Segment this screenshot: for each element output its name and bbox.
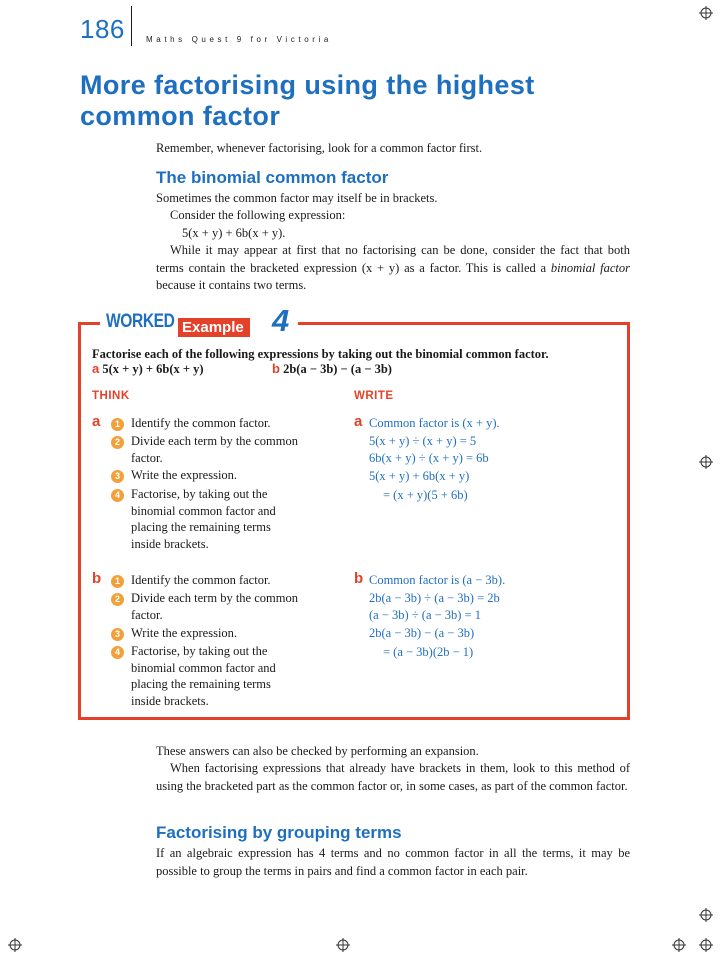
binomial-expression: 5(x + y) + 6b(x + y). (182, 226, 286, 240)
think-b-step-1: Identify the common factor. (131, 573, 271, 587)
binomial-para-3-a: While it may appear at first that no factorising can be done, consider the fact that both terms contain the bracketed expression (x + y) as a factor. This is called a (156, 243, 630, 275)
binomial-factor-term: binomial factor (550, 260, 630, 275)
write-a-label: a (354, 413, 363, 430)
grouping-heading: Factorising by grouping terms (156, 823, 402, 842)
crop-mark-icon (699, 455, 713, 469)
step-badge-b2: 2 (111, 593, 124, 606)
example-question: Factorise each of the following expressions by taking out the binomial common factor. (92, 347, 549, 361)
think-a-step-2: Divide each term by the common factor. (131, 434, 298, 465)
binomial-heading: The binomial common factor (156, 168, 389, 187)
section-title-line2: common factor (80, 101, 281, 131)
section-title (80, 70, 600, 132)
example-label: Example (178, 318, 250, 337)
binomial-para-2: Consider the following expression: (170, 208, 346, 222)
page-number: 186 (80, 14, 125, 44)
part-b-expression: 2b(a − 3b) − (a − 3b) (283, 362, 392, 376)
binomial-para-3 (156, 242, 630, 295)
step-badge-b1: 1 (111, 575, 124, 588)
after-para-2: When factorising expressions that already have brackets in them, look to this method of using the bracketed part as the common factor or, in some cases, as part of the common factor. (156, 761, 630, 793)
section-title-line1: More factorising using the highest (80, 70, 535, 100)
part-a-label: a (92, 361, 100, 376)
think-b-label: b (92, 570, 102, 587)
after-para-1: These answers can also be checked by performing an expansion. (156, 744, 479, 758)
example-part-a (92, 361, 204, 377)
think-b-step-4: Factorise, by taking out the binomial common factor and placing the remaining terms inside brackets. (131, 644, 276, 708)
crop-mark-icon (699, 938, 713, 952)
think-a-step-1: Identify the common factor. (131, 416, 271, 430)
crop-mark-icon (336, 938, 350, 952)
header-divider (131, 6, 132, 46)
write-heading: WRITE (354, 390, 394, 402)
step-badge-a2: 2 (111, 436, 124, 449)
binomial-para-1: Sometimes the common factor may itself be in brackets. (156, 191, 438, 205)
write-b-line-2: 2b(a − 3b) ÷ (a − 3b) = 2b (369, 591, 500, 605)
crop-mark-icon (8, 938, 22, 952)
write-b-line-3: (a − 3b) ÷ (a − 3b) = 1 (369, 608, 482, 622)
part-a-expression: 5(x + y) + 6b(x + y) (102, 362, 204, 376)
step-badge-a3: 3 (111, 470, 124, 483)
think-a-step-4: Factorise, by taking out the binomial common factor and placing the remaining terms inside brackets. (131, 487, 276, 551)
binomial-para-3-b: because it contains two terms. (156, 278, 307, 292)
crop-mark-icon (699, 6, 713, 20)
think-heading: THINK (92, 390, 130, 402)
step-badge-b4: 4 (111, 646, 124, 659)
think-a-label: a (92, 413, 101, 430)
write-a-line-1: Common factor is (x + y). (369, 416, 500, 430)
write-b-line-5: = (a − 3b)(2b − 1) (383, 645, 474, 659)
worked-label: WORKED (106, 311, 175, 332)
think-a-step-3: Write the expression. (131, 468, 238, 482)
grouping-para-1: If an algebraic expression has 4 terms and no common factor in all the terms, it may be possible to group the terms in pairs and find a common factor in each pair. (156, 846, 630, 878)
write-b-line-4: 2b(a − 3b) − (a − 3b) (369, 626, 475, 640)
write-a-line-2: 5(x + y) ÷ (x + y) = 5 (369, 434, 477, 448)
crop-mark-icon (699, 908, 713, 922)
crop-mark-icon (672, 938, 686, 952)
book-title: Maths Quest 9 for Victoria (146, 35, 332, 44)
write-a-line-4: 5(x + y) + 6b(x + y) (369, 469, 470, 483)
write-a-line-3: 6b(x + y) ÷ (x + y) = 6b (369, 451, 489, 465)
step-badge-b3: 3 (111, 628, 124, 641)
part-b-label: b (272, 361, 280, 376)
write-a-line-5: = (x + y)(5 + 6b) (383, 488, 468, 502)
example-part-b (272, 361, 392, 377)
write-b-line-1: Common factor is (a − 3b). (369, 573, 506, 587)
write-b-label: b (354, 570, 364, 587)
think-b-step-3: Write the expression. (131, 626, 238, 640)
step-badge-a4: 4 (111, 489, 124, 502)
think-b-step-2: Divide each term by the common factor. (131, 591, 298, 622)
step-badge-a1: 1 (111, 418, 124, 431)
example-number: 4 (272, 303, 290, 338)
intro-paragraph: Remember, whenever factorising, look for a common factor first. (156, 141, 483, 155)
